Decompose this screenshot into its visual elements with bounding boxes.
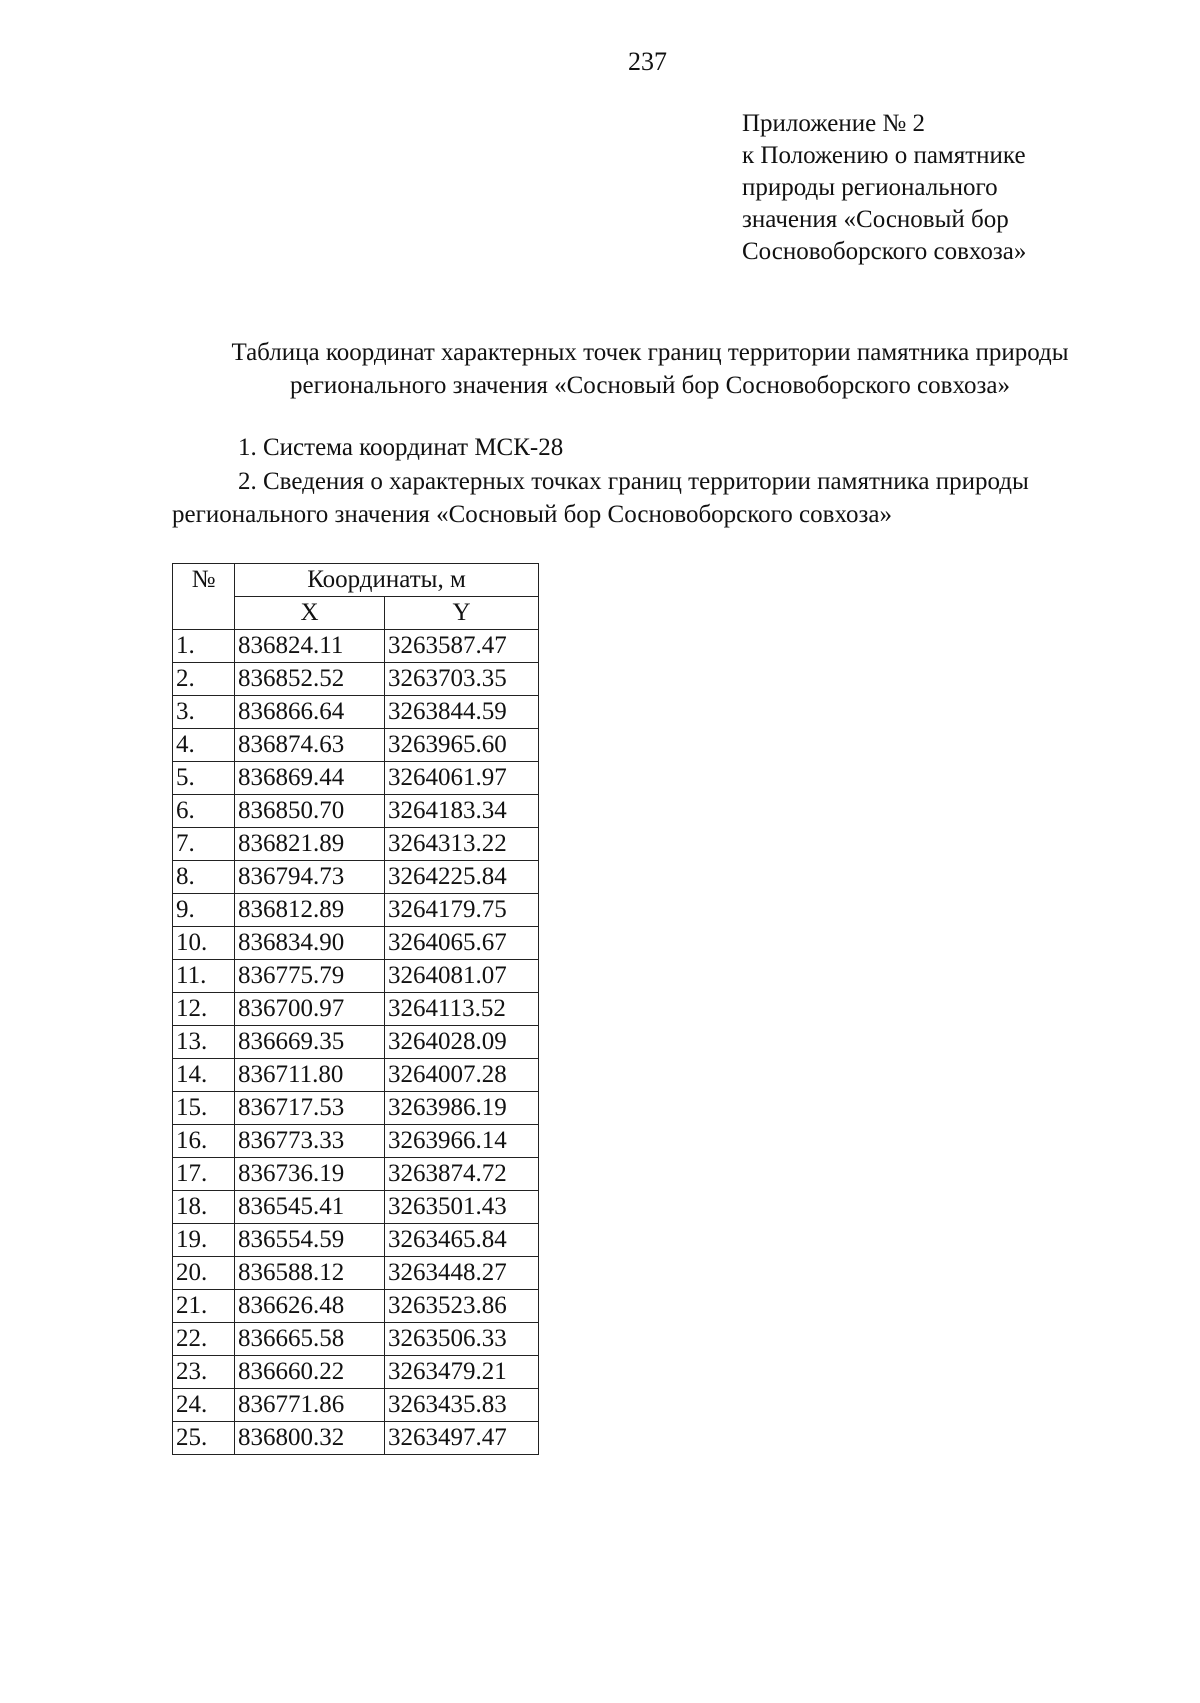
table-row xyxy=(173,894,539,927)
table-row xyxy=(173,1125,539,1158)
cell-y: 3263874.72 xyxy=(385,1158,539,1191)
cell-y: 3264183.34 xyxy=(385,795,539,828)
table-row xyxy=(173,1191,539,1224)
table-row xyxy=(173,1026,539,1059)
cell-number: 14. xyxy=(173,1059,235,1092)
cell-x: 836852.52 xyxy=(235,663,385,696)
table-row xyxy=(173,927,539,960)
cell-number: 9. xyxy=(173,894,235,927)
header-y: Y xyxy=(385,597,539,630)
cell-x: 836850.70 xyxy=(235,795,385,828)
cell-x: 836874.63 xyxy=(235,729,385,762)
cell-y: 3264179.75 xyxy=(385,894,539,927)
cell-number: 19. xyxy=(173,1224,235,1257)
table-row xyxy=(173,1257,539,1290)
table-header-row xyxy=(173,564,539,597)
cell-x: 836545.41 xyxy=(235,1191,385,1224)
cell-y: 3263844.59 xyxy=(385,696,539,729)
cell-y: 3263523.86 xyxy=(385,1290,539,1323)
page-number: 237 xyxy=(628,47,667,76)
cell-x: 836554.59 xyxy=(235,1224,385,1257)
cell-x: 836711.80 xyxy=(235,1059,385,1092)
cell-y: 3263465.84 xyxy=(385,1224,539,1257)
table-row xyxy=(173,1092,539,1125)
appendix-line: к Положению о памятнике xyxy=(742,142,1026,169)
table-title: Таблица координат характерных точек границ территории памятника природы регионального значения «Сосновый бор Сосновоборского совхоза» xyxy=(231,339,1069,399)
cell-y: 3264007.28 xyxy=(385,1059,539,1092)
cell-x: 836773.33 xyxy=(235,1125,385,1158)
cell-number: 3. xyxy=(173,696,235,729)
cell-y: 3263965.60 xyxy=(385,729,539,762)
cell-x: 836665.58 xyxy=(235,1323,385,1356)
appendix-line: значения «Сосновый бор xyxy=(742,206,1009,233)
cell-y: 3264028.09 xyxy=(385,1026,539,1059)
table-body xyxy=(173,630,539,1455)
cell-y: 3263703.35 xyxy=(385,663,539,696)
cell-number: 20. xyxy=(173,1257,235,1290)
cell-number: 23. xyxy=(173,1356,235,1389)
table-row xyxy=(173,828,539,861)
cell-y: 3264113.52 xyxy=(385,993,539,1026)
table-row xyxy=(173,1323,539,1356)
cell-number: 4. xyxy=(173,729,235,762)
cell-x: 836588.12 xyxy=(235,1257,385,1290)
coordinates-table xyxy=(172,563,539,1455)
cell-number: 6. xyxy=(173,795,235,828)
cell-x: 836812.89 xyxy=(235,894,385,927)
table-row xyxy=(173,1356,539,1389)
cell-number: 7. xyxy=(173,828,235,861)
cell-y: 3264313.22 xyxy=(385,828,539,861)
table-row xyxy=(173,861,539,894)
cell-y: 3263501.43 xyxy=(385,1191,539,1224)
cell-y: 3263435.83 xyxy=(385,1389,539,1422)
cell-x: 836717.53 xyxy=(235,1092,385,1125)
cell-y: 3263966.14 xyxy=(385,1125,539,1158)
cell-x: 836771.86 xyxy=(235,1389,385,1422)
cell-y: 3263986.19 xyxy=(385,1092,539,1125)
cell-x: 836669.35 xyxy=(235,1026,385,1059)
appendix-reference xyxy=(742,108,1026,268)
table-row xyxy=(173,1389,539,1422)
cell-number: 22. xyxy=(173,1323,235,1356)
cell-number: 21. xyxy=(173,1290,235,1323)
cell-y: 3264065.67 xyxy=(385,927,539,960)
cell-x: 836736.19 xyxy=(235,1158,385,1191)
cell-x: 836834.90 xyxy=(235,927,385,960)
cell-y: 3264061.97 xyxy=(385,762,539,795)
cell-number: 8. xyxy=(173,861,235,894)
cell-y: 3263448.27 xyxy=(385,1257,539,1290)
cell-number: 10. xyxy=(173,927,235,960)
cell-x: 836821.89 xyxy=(235,828,385,861)
cell-y: 3263479.21 xyxy=(385,1356,539,1389)
cell-x: 836775.79 xyxy=(235,960,385,993)
appendix-line: природы регионального xyxy=(742,174,998,201)
header-number: № xyxy=(173,564,235,630)
cell-number: 1. xyxy=(173,630,235,663)
cell-number: 25. xyxy=(173,1422,235,1455)
cell-x: 836794.73 xyxy=(235,861,385,894)
table-row xyxy=(173,993,539,1026)
table-row xyxy=(173,1158,539,1191)
cell-number: 18. xyxy=(173,1191,235,1224)
header-coordinates: Координаты, м xyxy=(235,564,539,597)
table-row xyxy=(173,1059,539,1092)
boundary-points-paragraph: 2. Сведения о характерных точках границ территории памятника природы регионального значения «Сосновый бор Сосновоборского совхоза» xyxy=(172,468,1029,528)
cell-number: 5. xyxy=(173,762,235,795)
cell-x: 836869.44 xyxy=(235,762,385,795)
cell-number: 13. xyxy=(173,1026,235,1059)
table-row xyxy=(173,795,539,828)
cell-x: 836866.64 xyxy=(235,696,385,729)
cell-x: 836626.48 xyxy=(235,1290,385,1323)
appendix-line: Сосновоборского совхоза» xyxy=(742,238,1027,265)
coordinate-system-paragraph: 1. Система координат МСК-28 xyxy=(238,434,564,461)
cell-x: 836700.97 xyxy=(235,993,385,1026)
cell-number: 15. xyxy=(173,1092,235,1125)
table-row xyxy=(173,1422,539,1455)
cell-y: 3263587.47 xyxy=(385,630,539,663)
cell-x: 836800.32 xyxy=(235,1422,385,1455)
cell-number: 12. xyxy=(173,993,235,1026)
cell-number: 17. xyxy=(173,1158,235,1191)
appendix-line: Приложение № 2 xyxy=(742,110,926,137)
cell-y: 3264081.07 xyxy=(385,960,539,993)
table-row xyxy=(173,960,539,993)
table-row xyxy=(173,729,539,762)
cell-y: 3264225.84 xyxy=(385,861,539,894)
cell-x: 836824.11 xyxy=(235,630,385,663)
cell-number: 24. xyxy=(173,1389,235,1422)
cell-y: 3263506.33 xyxy=(385,1323,539,1356)
table-row xyxy=(173,1290,539,1323)
table-row xyxy=(173,663,539,696)
table-row xyxy=(173,630,539,663)
cell-number: 2. xyxy=(173,663,235,696)
header-x: X xyxy=(235,597,385,630)
cell-number: 16. xyxy=(173,1125,235,1158)
table-row xyxy=(173,762,539,795)
table-row xyxy=(173,696,539,729)
table-row xyxy=(173,1224,539,1257)
cell-number: 11. xyxy=(173,960,235,993)
cell-x: 836660.22 xyxy=(235,1356,385,1389)
cell-y: 3263497.47 xyxy=(385,1422,539,1455)
